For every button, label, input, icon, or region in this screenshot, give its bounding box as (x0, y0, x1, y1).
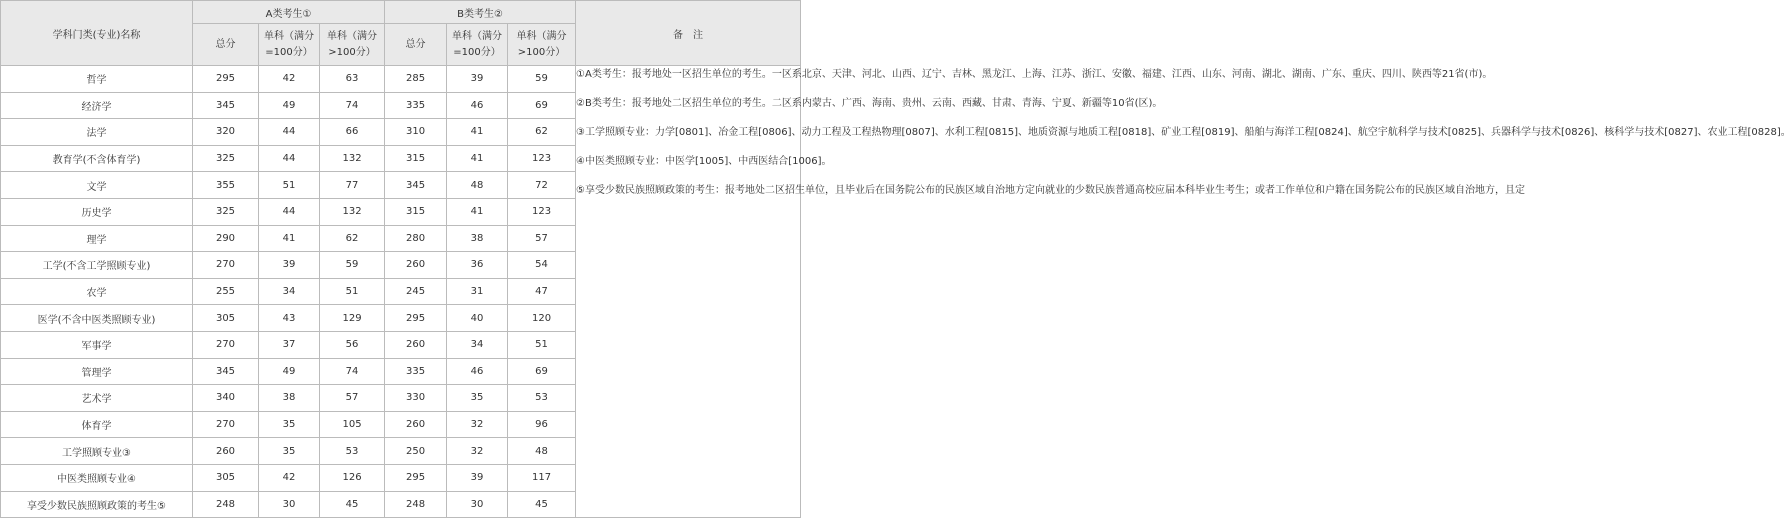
group-b-header: B类考生② (385, 1, 576, 24)
a-single-over100-cell: 105 (320, 411, 385, 438)
b-total-cell: 248 (385, 491, 447, 518)
subject-name-cell: 医学(不含中医类照顾专业) (1, 305, 193, 332)
a-total-cell: 345 (193, 92, 259, 119)
a-total-cell: 290 (193, 225, 259, 252)
a-single-over100-cell: 74 (320, 92, 385, 119)
a-total-cell: 255 (193, 278, 259, 305)
notes-cell (576, 66, 1791, 518)
b-single-100-cell: 41 (447, 198, 508, 225)
b-single-over100-cell: 96 (508, 411, 576, 438)
b-single-100-cell: 32 (447, 411, 508, 438)
a-single-over100-cell: 63 (320, 66, 385, 93)
a-single-100-cell: 35 (259, 438, 320, 465)
b-total-cell: 295 (385, 305, 447, 332)
a-total-cell: 305 (193, 305, 259, 332)
b-single-100-cell: 32 (447, 438, 508, 465)
a-total-cell: 260 (193, 438, 259, 465)
subject-name-cell: 管理学 (1, 358, 193, 385)
b-single-100-cell: 39 (447, 66, 508, 93)
note-paragraph: ⑤享受少数民族照顾政策的考生：报考地处二区招生单位，且毕业后在国务院公布的民族区域自治地方定向就业的少数民族普通高校应届本科毕业生考生；或者工作单位和户籍在国务院公布的民族区域自治地方，且定 (576, 185, 1525, 196)
a-single-over100-cell: 57 (320, 385, 385, 412)
a-single-100-cell: 30 (259, 491, 320, 518)
a-single-100-cell: 42 (259, 464, 320, 491)
b-single-100-cell: 34 (447, 331, 508, 358)
b-single-100-cell: 40 (447, 305, 508, 332)
a-single-100-cell: 41 (259, 225, 320, 252)
b-single-over100-cell: 57 (508, 225, 576, 252)
subject-name-cell: 历史学 (1, 198, 193, 225)
subject-name-cell: 法学 (1, 119, 193, 146)
note-paragraph: ④中医类照顾专业：中医学[1005]、中西医结合[1006]。 (576, 156, 832, 167)
subject-column-header: 学科门类(专业)名称 (1, 1, 193, 66)
b-total-cell: 335 (385, 358, 447, 385)
b-total-cell: 260 (385, 411, 447, 438)
subject-name-cell: 农学 (1, 278, 193, 305)
a-total-cell: 325 (193, 145, 259, 172)
subject-name-cell: 工学照顾专业③ (1, 438, 193, 465)
a-total-cell: 355 (193, 172, 259, 199)
b-single-over100-cell: 59 (508, 66, 576, 93)
a-total-cell: 340 (193, 385, 259, 412)
a-single-over100-header: 单科（满分 >100分） (320, 24, 385, 66)
b-single-over100-cell: 51 (508, 331, 576, 358)
b-total-cell: 315 (385, 145, 447, 172)
b-total-cell: 345 (385, 172, 447, 199)
a-single-100-header: 单科（满分 =100分） (259, 24, 320, 66)
a-single-100-cell: 38 (259, 385, 320, 412)
subject-name-cell: 经济学 (1, 92, 193, 119)
notes-header: 备 注 (576, 1, 801, 66)
a-total-cell: 270 (193, 331, 259, 358)
b-single-over100-cell: 62 (508, 119, 576, 146)
a-total-cell: 325 (193, 198, 259, 225)
note-paragraph: ②B类考生：报考地处二区招生单位的考生。二区系内蒙古、广西、海南、贵州、云南、西藏、甘肃、青海、宁夏、新疆等10省(区)。 (576, 98, 1163, 109)
a-single-over100-cell: 56 (320, 331, 385, 358)
a-single-over100-cell: 59 (320, 252, 385, 279)
a-total-cell: 295 (193, 66, 259, 93)
b-total-cell: 280 (385, 225, 447, 252)
subject-name-cell: 理学 (1, 225, 193, 252)
a-single-over100-cell: 62 (320, 225, 385, 252)
b-single-over100-cell: 123 (508, 198, 576, 225)
a-total-cell: 248 (193, 491, 259, 518)
b-single-100-cell: 38 (447, 225, 508, 252)
b-total-cell: 250 (385, 438, 447, 465)
b-single-over100-header: 单科（满分 >100分） (508, 24, 576, 66)
b-single-over100-cell: 47 (508, 278, 576, 305)
b-total-cell: 245 (385, 278, 447, 305)
a-single-100-cell: 37 (259, 331, 320, 358)
a-single-100-cell: 35 (259, 411, 320, 438)
a-single-over100-cell: 129 (320, 305, 385, 332)
a-total-cell: 270 (193, 252, 259, 279)
b-single-over100-cell: 48 (508, 438, 576, 465)
b-single-over100-cell: 117 (508, 464, 576, 491)
b-single-100-cell: 30 (447, 491, 508, 518)
a-single-100-cell: 44 (259, 145, 320, 172)
b-single-100-cell: 41 (447, 145, 508, 172)
subject-name-cell: 哲学 (1, 66, 193, 93)
b-single-100-cell: 41 (447, 119, 508, 146)
b-total-header: 总分 (385, 24, 447, 66)
note-paragraph: ③工学照顾专业：力学[0801]、冶金工程[0806]、动力工程及工程热物理[0807]、水利工程[0815]、地质资源与地质工程[0818]、矿业工程[0819]、船舶与海洋工程[0824]、航空宇航科学与技术[0825]、兵器科学与技术[0826]、核科学与技术[0827]、农业工程[0828]。 (576, 127, 1791, 138)
a-single-over100-cell: 132 (320, 145, 385, 172)
b-single-100-cell: 39 (447, 464, 508, 491)
a-single-over100-cell: 126 (320, 464, 385, 491)
a-single-100-cell: 43 (259, 305, 320, 332)
subject-name-cell: 享受少数民族照顾政策的考生⑤ (1, 491, 193, 518)
b-single-over100-cell: 120 (508, 305, 576, 332)
b-total-cell: 330 (385, 385, 447, 412)
a-single-over100-cell: 45 (320, 491, 385, 518)
a-total-cell: 305 (193, 464, 259, 491)
a-single-100-cell: 42 (259, 66, 320, 93)
b-single-over100-cell: 72 (508, 172, 576, 199)
a-single-100-cell: 49 (259, 92, 320, 119)
a-single-over100-cell: 132 (320, 198, 385, 225)
a-total-cell: 345 (193, 358, 259, 385)
b-single-over100-cell: 53 (508, 385, 576, 412)
a-total-header: 总分 (193, 24, 259, 66)
b-total-cell: 260 (385, 331, 447, 358)
b-total-cell: 335 (385, 92, 447, 119)
a-single-over100-cell: 77 (320, 172, 385, 199)
a-single-over100-cell: 66 (320, 119, 385, 146)
a-single-100-cell: 49 (259, 358, 320, 385)
a-single-100-cell: 44 (259, 198, 320, 225)
b-single-over100-cell: 123 (508, 145, 576, 172)
a-single-100-cell: 51 (259, 172, 320, 199)
a-total-cell: 320 (193, 119, 259, 146)
subject-name-cell: 艺术学 (1, 385, 193, 412)
subject-name-cell: 体育学 (1, 411, 193, 438)
b-total-cell: 315 (385, 198, 447, 225)
subject-name-cell: 中医类照顾专业④ (1, 464, 193, 491)
b-single-100-cell: 48 (447, 172, 508, 199)
a-single-over100-cell: 74 (320, 358, 385, 385)
b-single-100-cell: 46 (447, 358, 508, 385)
group-a-header: A类考生① (193, 1, 385, 24)
b-single-over100-cell: 45 (508, 491, 576, 518)
a-single-100-cell: 44 (259, 119, 320, 146)
b-total-cell: 285 (385, 66, 447, 93)
a-single-over100-cell: 51 (320, 278, 385, 305)
a-single-100-cell: 34 (259, 278, 320, 305)
b-single-over100-cell: 69 (508, 92, 576, 119)
subject-name-cell: 教育学(不含体育学) (1, 145, 193, 172)
subject-name-cell: 军事学 (1, 331, 193, 358)
b-single-100-cell: 35 (447, 385, 508, 412)
b-single-over100-cell: 54 (508, 252, 576, 279)
b-single-100-cell: 46 (447, 92, 508, 119)
b-total-cell: 310 (385, 119, 447, 146)
b-single-100-cell: 31 (447, 278, 508, 305)
subject-name-cell: 工学(不含工学照顾专业) (1, 252, 193, 279)
b-total-cell: 260 (385, 252, 447, 279)
a-single-100-cell: 39 (259, 252, 320, 279)
b-single-100-cell: 36 (447, 252, 508, 279)
table-row (1, 66, 801, 93)
b-total-cell: 295 (385, 464, 447, 491)
note-paragraph: ①A类考生：报考地处一区招生单位的考生。一区系北京、天津、河北、山西、辽宁、吉林、黑龙江、上海、江苏、浙江、安徽、福建、江西、山东、河南、湖北、湖南、广东、重庆、四川、陕西等21省(市)。 (576, 69, 1493, 80)
subject-name-cell: 文学 (1, 172, 193, 199)
a-total-cell: 270 (193, 411, 259, 438)
b-single-over100-cell: 69 (508, 358, 576, 385)
b-single-100-header: 单科（满分 =100分） (447, 24, 508, 66)
a-single-over100-cell: 53 (320, 438, 385, 465)
